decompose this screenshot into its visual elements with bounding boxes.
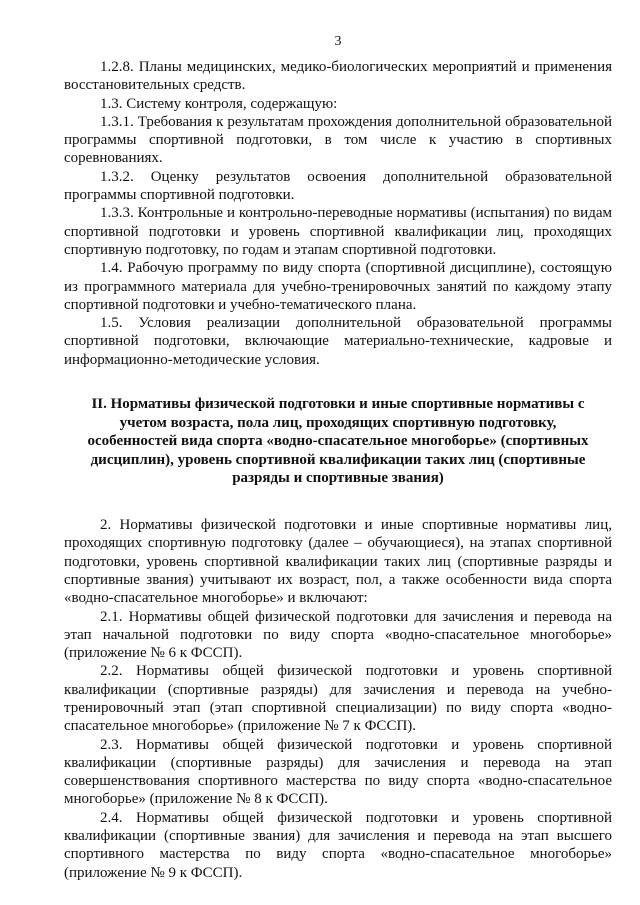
paragraph-1-3-3: 1.3.3. Контрольные и контрольно-переводные нормативы (испытания) по видам спортивной подготовки и уровень спортивной квалификации лиц, проходящих спортивную подготовку, по годам и этапам спортивной подготовки. [64,205,612,258]
document-page [64,0,612,905]
paragraph-2-4: 2.4. Нормативы общей физической подготовки и уровень спортивной квалификации (спортивные звания) для зачисления и перевода на этап высшего спортивного мастерства по виду спорта «водно-спасательное многоборье» (приложение № 9 к ФССП). [64,809,612,881]
paragraph-1-5: 1.5. Условия реализации дополнительной образовательной программы спортивной подготовки, включающие материально-технические, кадровые и информационно-методические условия. [64,315,612,368]
paragraph-1-3-1: 1.3.1. Требования к результатам прохождения дополнительной образовательной программы спортивной подготовки, в том числе к участию в спортивных соревнованиях. [64,113,612,167]
paragraph-1-2-8: 1.2.8. Планы медицинских, медико-биологических мероприятий и применения восстановительных средств. [64,59,612,94]
paragraph-1-3-2: 1.3.2. Оценку результатов освоения дополнительной образовательной программы спортивной подготовки. [64,168,612,204]
page-number: 3 [334,34,342,49]
paragraph-2: 2. Нормативы физической подготовки и иные спортивные нормативы лиц, проходящих спортивную подготовку (далее – обучающиеся), на этапах спортивной подготовки, уровень спортивной квалификации таких лиц (спортивные разряды и спортивные звания) учитывают их возраст, пол, а также особенности вида спорта «водно-спасательное многоборье» и включают: [64,517,612,607]
document-body [64,58,612,882]
paragraph-2-2: 2.2. Нормативы общей физической подготовки и уровень спортивной квалификации (спортивные разряды) для зачисления и перевода на учебно-тренировочный этап (этап спортивной специализации) по виду спорта «водно-спасательное многоборье» (приложение № 7 к ФССП). [64,663,612,735]
section-heading: II. Нормативы физической подготовки и иные спортивные нормативы с учетом возраста, пола лиц, проходящих спортивную подготовку, особенностей вида спорта «водно-спасательное многоборье» (спортивных дисциплин), уровень спортивной квалификации таких лиц (спортивные разряды и спортивные звания) [87,396,589,487]
paragraph-2-1: 2.1. Нормативы общей физической подготовки для зачисления и перевода на этап начальной подготовки по виду спорта «водно-спасательное многоборье» (приложение № 6 к ФССП). [64,608,612,662]
paragraph-1-3: 1.3. Систему контроля, содержащую: [100,95,338,112]
paragraph-2-3: 2.3. Нормативы общей физической подготовки и уровень спортивной квалификации (спортивные разряды) для зачисления и перевода на этап совершенствования спортивного мастерства по виду спорта «водно-спасательное многоборье» (приложение № 8 к ФССП). [64,736,612,808]
paragraph-1-4: 1.4. Рабочую программу по виду спорта (спортивной дисциплине), состоящую из программного материала для учебно-тренировочных занятий по каждому этапу спортивной подготовки и учебно-тематического плана. [64,260,612,313]
